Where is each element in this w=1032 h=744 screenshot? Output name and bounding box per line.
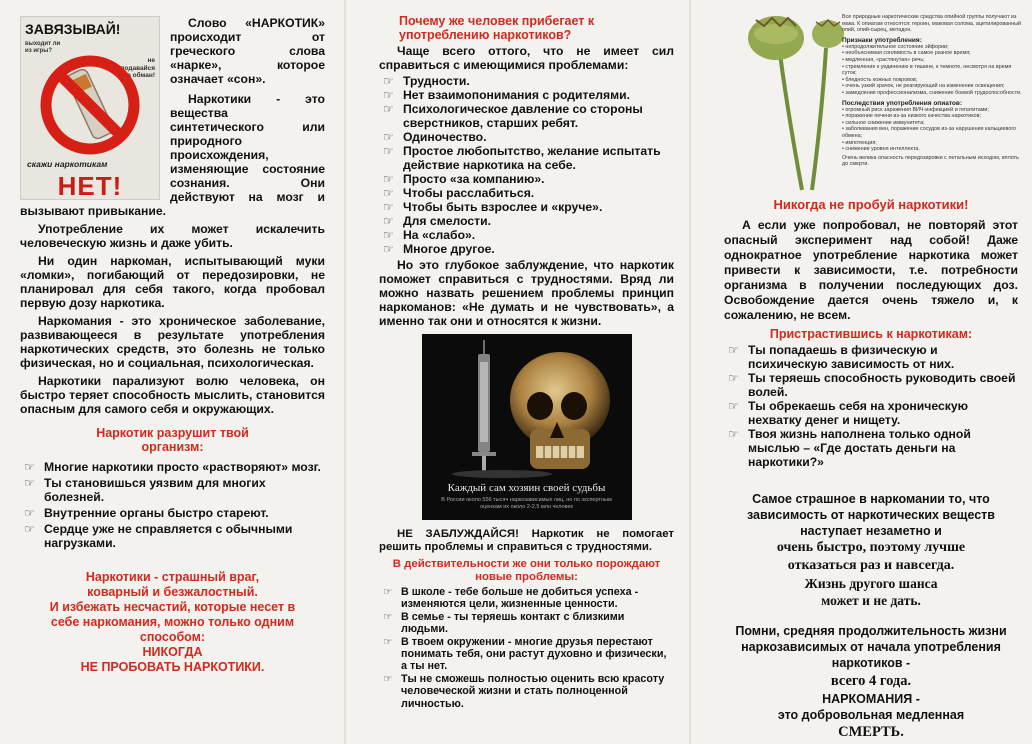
scariest-line-1: Самое страшное в наркомании то, что зависимость от наркотических веществ наступает незаметно и xyxy=(747,492,995,538)
poster-caption: Каждый сам хозяин своей судьбы xyxy=(447,482,606,494)
scariest-block xyxy=(724,491,1018,609)
hand-pointer-icon: ☞ xyxy=(383,130,394,144)
addicted-heading: Пристрастившись к наркотикам: xyxy=(769,327,973,341)
closing-line-2: И избежать несчастий, которые несет в себе наркомания, можно только одним способом: xyxy=(49,600,296,644)
list-item: ☞ Многие наркотики просто «растворяют» мозг. xyxy=(24,460,321,474)
list-item: ☞ В семье - ты теряешь контакт с близкими людьми. xyxy=(383,610,625,636)
card-effect-item: • импотенция; xyxy=(842,139,877,146)
list-item: ☞ Ты обрекаешь себя на хроническую нехватку денег и нищету. xyxy=(728,399,969,427)
remember-line-4: это добровольная медленная xyxy=(777,708,965,722)
reasons-list xyxy=(379,74,674,256)
will-paragraph: Наркотики парализуют волю человека, он быстро теряет способность мыслить, становится опасным для самого себя и окружающих. xyxy=(20,374,325,416)
poster-tagline: скажи наркотикам xyxy=(27,159,108,169)
remember-line-5: СМЕРТЬ. xyxy=(838,724,904,740)
closing-line-4: НЕ ПРОБОВАТЬ НАРКОТИКИ. xyxy=(80,660,265,674)
hand-pointer-icon: ☞ xyxy=(383,672,393,685)
hand-pointer-icon: ☞ xyxy=(728,427,739,441)
hand-pointer-icon: ☞ xyxy=(24,476,35,490)
hand-pointer-icon: ☞ xyxy=(383,186,394,200)
list-item: ☞ Сердце уже не справляется с обычными нагрузками. xyxy=(24,522,293,550)
card-signs-heading: Признаки употребления: xyxy=(842,36,922,44)
organism-list xyxy=(20,460,325,550)
card-effect-item: • сильное снижение иммунитета; xyxy=(842,119,925,126)
danger-paragraph: Употребление их может искалечить человеческую жизнь и даже убить. xyxy=(20,222,325,250)
list-item: ☞ Чтобы расслабиться. xyxy=(383,186,535,200)
closing-line-1: Наркотики - страшный враг, коварный и безжалостный. xyxy=(85,570,260,599)
hand-pointer-icon: ☞ xyxy=(24,522,35,536)
why-heading: Почему же человек прибегает к употреблению наркотиков? xyxy=(399,14,595,42)
hand-pointer-icon: ☞ xyxy=(383,610,393,623)
remember-block xyxy=(724,623,1018,741)
hand-pointer-icon: ☞ xyxy=(383,228,394,242)
delusion-paragraph: Но это глубокое заблуждение, что наркотик поможет справиться с трудностями. Вряд ли можно назвать решением проблемы принцип наркоманов: «Не думать и не чувствовать», а именно так они и относятся к жизни. xyxy=(379,258,674,328)
card-sign-item: • стремление к уединению в тишине, к темноте, несмотря на время суток; xyxy=(842,63,1012,77)
hand-pointer-icon: ☞ xyxy=(383,144,394,158)
card-sign-item: • очень узкий зрачок, не реагирующий на изменение освещения; xyxy=(842,83,1005,90)
list-item: ☞ Трудности. xyxy=(383,74,470,88)
closing-block xyxy=(20,570,325,675)
list-item: ☞ Одиночество. xyxy=(383,130,487,144)
addicted-list xyxy=(724,343,1018,469)
hand-pointer-icon: ☞ xyxy=(728,343,739,357)
remember-line-3: НАРКОМАНИЯ - xyxy=(822,692,920,706)
list-item: ☞ Ты попадаешь в физическую и психическую зависимость от них. xyxy=(728,343,955,371)
poster-side-text: не подавайся на обман! xyxy=(120,57,155,79)
problems-heading: В действительности же они только порождают новые проблемы: xyxy=(392,558,661,583)
card-effect-item: • снижение уровня интеллекта. xyxy=(842,146,920,153)
card-warning: Очень велика опасность передозировки с летальным исходом, вплоть до смерти. xyxy=(842,154,1019,168)
list-item: ☞ Ты теряешь способность руководить своей волей. xyxy=(728,371,1016,399)
list-item: ☞ Внутренние органы быстро стареют. xyxy=(24,506,269,520)
word-origin-paragraph: Слово «НАРКОТИК» происходит от греческого слова «нарке», которое означает «сон». xyxy=(170,16,325,86)
hand-pointer-icon: ☞ xyxy=(383,172,394,186)
card-text xyxy=(842,14,1022,192)
poster-big-text: НЕТ! xyxy=(57,171,123,200)
card-effects-heading: Последствия употребления опиатов: xyxy=(842,99,963,107)
poster-small-text: В России около 556 тысяч наркозависимых лиц, но по экспертным оценкам их около 2-2,5 млн человек xyxy=(441,497,612,510)
list-item: ☞ Просто «за компанию». xyxy=(383,172,545,186)
hand-pointer-icon: ☞ xyxy=(383,200,394,214)
hand-pointer-icon: ☞ xyxy=(383,586,393,598)
problems-list xyxy=(379,586,674,710)
card-effect-item: • поражение печени из-за низкого качества наркотиков; xyxy=(842,113,982,120)
remember-line-1: Помни, средняя продолжительность жизни наркозависимых от начала употребления наркотиков - xyxy=(735,624,1007,670)
remember-line-2: всего 4 года. xyxy=(830,673,912,689)
definition-paragraph: Наркотики - это вещества синтетического или природного происхождения, изменяющие состояние сознания. Они действуют на мозг и вызывают привыкание. xyxy=(20,92,325,218)
hand-pointer-icon: ☞ xyxy=(383,88,394,102)
hand-pointer-icon: ☞ xyxy=(383,102,394,116)
poppy-icon xyxy=(742,14,852,192)
list-item: ☞ Нет взаимопонимания с родителями. xyxy=(383,88,630,102)
hand-pointer-icon: ☞ xyxy=(383,74,394,88)
scariest-line-3: Жизнь другого шанса может и не дать. xyxy=(804,576,938,608)
skull-poster xyxy=(422,334,632,520)
why-intro: Чаще всего оттого, что не имеет сил справиться с имеющимися проблемами: xyxy=(379,44,674,72)
never-try-heading: Никогда не пробуй наркотики! xyxy=(773,197,969,212)
hand-pointer-icon: ☞ xyxy=(728,371,739,385)
list-item: ☞ На «слабо». xyxy=(383,228,476,242)
card-intro: Все природные наркотические средства опийной группы получают из мака. К опиатам относятся: героин, маковая солома, ацетилированный опий, опий-сырец, метадон. xyxy=(842,14,1022,34)
list-item: ☞ Ты не сможешь полностью оценить всю красоту человеческой жизни и стать полноценной личностью. xyxy=(383,672,665,710)
already-tried-paragraph: А если уже попробовал, не повторяй этот опасный эксперимент над собой! Даже однократное употребление наркотика может привести к зависимости, т.е. потребности организма в получении последующих доз. Освобождение дается очень тяжело и, к сожалению, не всем. xyxy=(724,218,1018,322)
organism-heading: Наркотик разрушит твой организм: xyxy=(96,426,249,454)
column-1 xyxy=(0,0,345,744)
column-3 xyxy=(690,0,1032,744)
list-item: ☞ Для смелости. xyxy=(383,214,491,228)
say-no-poster xyxy=(20,16,160,200)
disease-paragraph: Наркомания - это хроническое заболевание, развивающееся в результате употребления наркотических средств, это болезнь не только физическая, но и социальная, психологическая. xyxy=(20,314,325,370)
hand-pointer-icon: ☞ xyxy=(24,460,35,474)
list-item: ☞ Твоя жизнь наполнена только одной мыслью – «Где достать деньги на наркотики?» xyxy=(728,427,971,469)
hand-pointer-icon: ☞ xyxy=(383,242,394,256)
poster-title: ЗАВЯЗЫВАЙ! xyxy=(25,21,121,37)
card-effect-item: • заболевания вен, поражение сосудов из-за нарушения кальциевого обмена; xyxy=(842,126,1017,139)
hand-pointer-icon: ☞ xyxy=(728,399,739,413)
card-sign-item: • непродолжительное состояние эйфории; xyxy=(842,43,949,50)
card-effect-item: • огромный риск заражения ВИЧ-инфекцией и гепатитами; xyxy=(842,106,989,113)
list-item: ☞ Ты становишься уязвим для многих болезней. xyxy=(24,476,266,504)
column-2 xyxy=(345,0,690,744)
list-item: ☞ В твоем окружении - многие друзья перестают понимать тебя, они растут духовно и физически, а ты нет. xyxy=(383,635,667,673)
hand-pointer-icon: ☞ xyxy=(383,635,393,648)
withdrawal-paragraph: Ни один наркоман, испытывающий муки «ломки», погибающий от передозировки, не планировал для себя такого, когда пробовал первую дозу наркотика. xyxy=(20,254,325,310)
card-sign-item: • бледность кожных покровов; xyxy=(842,76,918,83)
dont-be-deceived-paragraph: НЕ ЗАБЛУЖДАЙСЯ! Наркотик не помогает решить проблемы и справиться с трудностями. xyxy=(379,528,674,553)
card-sign-item: • необъяснимая сонливость в самое разное время; xyxy=(842,50,971,57)
hand-pointer-icon: ☞ xyxy=(383,214,394,228)
closing-line-3: НИКОГДА xyxy=(142,645,203,659)
list-item: ☞ Многое другое. xyxy=(383,242,495,256)
list-item: ☞ Простое любопытство, желание испытать действие наркотика на себе. xyxy=(383,144,661,172)
card-sign-item: • медленная, «растянутая» речь; xyxy=(842,56,925,63)
list-item: ☞ В школе - тебе больше не добиться успеха - изменяются цели, жизненные ценности. xyxy=(383,586,639,611)
card-sign-item: • замедление профессионализма, снижение боевой трудоспособности. xyxy=(842,89,1022,96)
opiates-info-card xyxy=(742,14,1022,192)
scariest-line-2: очень быстро, поэтому лучше отказаться раз и навсегда. xyxy=(776,540,966,573)
list-item: ☞ Чтобы быть взрослее и «круче». xyxy=(383,200,603,214)
poster-tag: выходит ли из игры? xyxy=(25,41,61,54)
list-item: ☞ Психологическое давление со стороны сверстников, старших ребят. xyxy=(383,102,643,130)
hand-pointer-icon: ☞ xyxy=(24,506,35,520)
